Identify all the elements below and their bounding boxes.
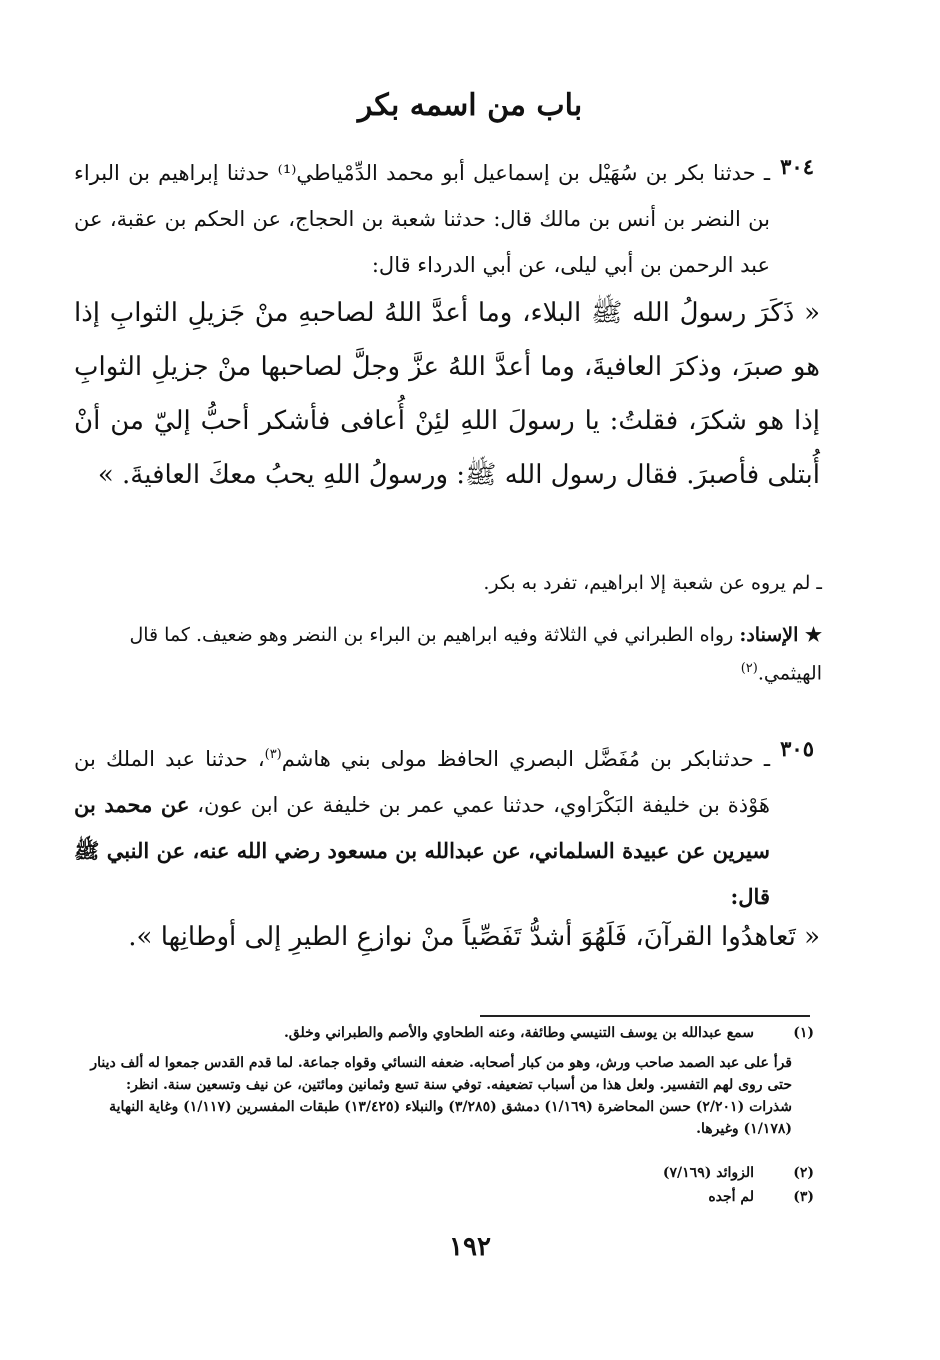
hadith-304-isnad: ـ حدثنا بكر بن سُهَيْل بن إسماعيل أبو محمد الدِّمْياطي⁽¹⁾ حدثنا إبراهيم بن البراء بن النضر بن أنس بن مالك قال: حدثنا شعبة بن الحجاج، عن الحكم بن عقبة، عن عبد الرحمن بن أبي ليلى، عن أبي الدرداء قال:	[74, 161, 770, 277]
footnote-2-text: الزوائد (٧/١٦٩)	[662, 1165, 754, 1181]
footnote-ref-3: (٣)	[264, 747, 282, 762]
footnote-1	[80, 1022, 814, 1044]
hadith-304-matn: « ذَكَرَ رسولُ الله ﷺ البلاء، وما أعدَّ اللهُ لصاحبهِ منْ جَزيلِ الثوابِ إذا هو صبرَ، وذكرَ العافيةَ، وما أعدَّ اللهُ عزَّ وجلَّ لصاحبها منْ جزيلِ الثوابِ إذا هو شكرَ، فقلتُ: يا رسولَ اللهِ لئِنْ أُعافى فأشكر أحبُّ إليّ من أنْ أُبتلى فأصبرَ. فقال رسول الله ﷺ: ورسولُ اللهِ يحبُ معكَ العافيةَ. »	[74, 298, 820, 490]
hadith-number-305: ٣٠٥	[780, 736, 814, 761]
footnote-ref-2: (٢)	[740, 661, 758, 676]
footnote-3-text: لم أجده	[708, 1189, 754, 1205]
page-number: ١٩٢	[449, 1232, 491, 1262]
hadith-305-isnad-b: ، حدثنا عبد الملك بن هَوْذة بن خليفة البَكْرَاوي، حدثنا عمي عمر بن خليفة عن ابن عون،	[74, 747, 770, 817]
hadith-304-comment: ـ لم يروه عن شعبة إلا ابراهيم، تفرد به بكر.	[483, 572, 822, 594]
page-title: باب من اسمه بكر	[357, 88, 583, 123]
footnote-1-text: سمع عبدالله بن يوسف التنيسي وطائفة، وعنه الطحاوي والأصم والطبراني وخلق.	[283, 1025, 754, 1041]
footnote-divider	[480, 1015, 810, 1017]
footnote-3	[80, 1186, 814, 1208]
hadith-305-isnad-a: ـ حدثنابكر بن مُفَضَّل البصري الحافظ مولى بني هاشم	[281, 747, 771, 771]
hadith-304-isnad-note	[74, 618, 822, 690]
footnote-2	[80, 1162, 814, 1184]
isnad-label: ★ الإسناد:	[739, 624, 822, 646]
hadith-305-isnad	[74, 732, 770, 920]
footnote-1-continued-text: قرأ على عبد الصمد صاحب ورش، وهو من كبار أصحابه. ضعفه النسائي وقواه جماعة. لما قدم القدس جمعوا له ألف دينار حتى روى لهم التفسير. ولعل هذا من أسباب تضعيفه. توفي سنة تسع وثمانين ومائتين، عن نيف وتسعين سنة. انظر: شذرات (٢/٢٠١) حسن المحاضرة (١/١٦٩) دمشق (٣/٢٨٥) والنبلاء (١٣/٤٢٥) طبقات المفسرين (١/١١٧) وغاية النهاية (١/١٧٨) وغيرها.	[90, 1055, 792, 1137]
footnote-2-mark: (٢)	[793, 1165, 814, 1181]
hadith-305-matn: « تَعاهدُوا القرآنَ، فَلَهُوَ أشدُّ تَفَصِّياً منْ نوازعِ الطيرِ إلى أوطانِها ».	[128, 922, 820, 952]
hadith-number-304: ٣٠٤	[780, 154, 814, 179]
footnote-1-mark: (١)	[793, 1025, 814, 1041]
footnote-3-mark: (٣)	[793, 1189, 814, 1205]
hadith-305-isnad-bold: عن محمد بن سيرين عن عبيدة السلماني، عن عبدالله بن مسعود رضي الله عنه، عن النبي ﷺ قال:	[74, 792, 770, 909]
footnote-1-continued	[80, 1052, 814, 1140]
isnad-note-text: رواه الطبراني في الثلاثة وفيه ابراهيم بن البراء بن النضر وهو ضعيف. كما قال الهيثمي.	[129, 624, 822, 685]
